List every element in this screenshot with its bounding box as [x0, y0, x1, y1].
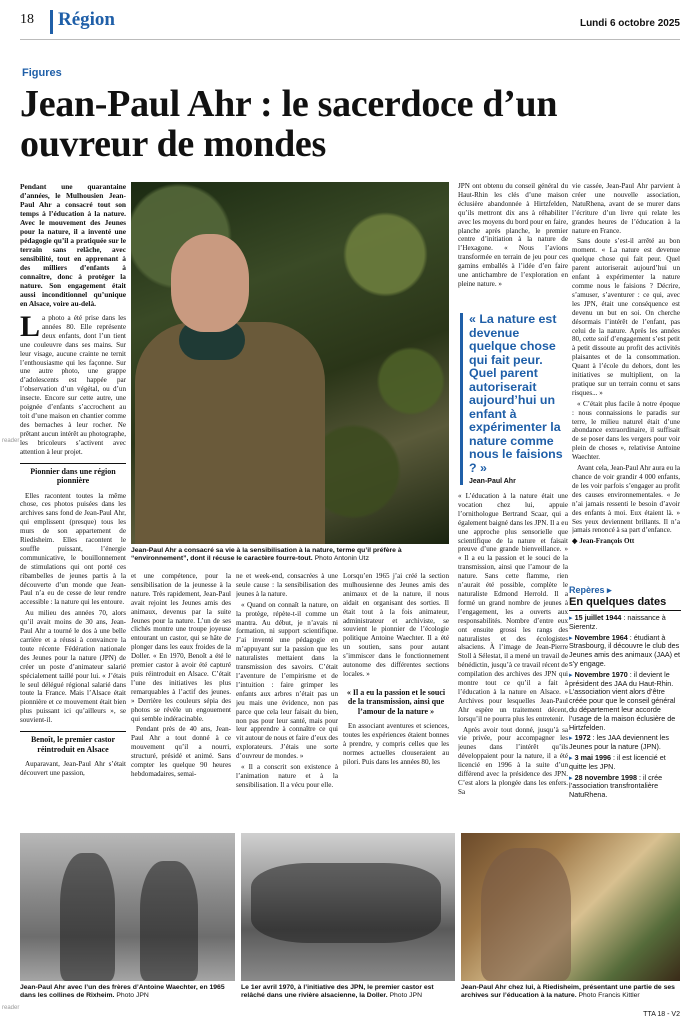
- date-description: : il devient le président des JAA du Haut-Rhin. L’association vient alors d’être créée pour que le conseil général du département leur accorde l’usage de la maison éclusière de Hirtzfelden.: [569, 669, 676, 732]
- date-label: Novembre 1964: [574, 632, 628, 642]
- caption-text: Jean-Paul Ahr a consacré sa vie à la sensibilisation à la nature, terme qu’il préfère à “environnement”, dont il récuse le caractère fourre-tout.: [131, 547, 402, 563]
- caption-photo-3: [461, 984, 680, 1002]
- paragraph: « Il a conscrit son existence à l’animation nature et à la sensibilisation. Il a vécu pour elle.: [236, 763, 338, 789]
- archive-photo-beaver: [241, 833, 455, 981]
- photo-credit: Photo Francis Kittler: [578, 992, 640, 1000]
- photo-archives-at-home: [461, 833, 680, 981]
- archive-photo-1965: [20, 833, 235, 981]
- section-kicker: Figures: [22, 67, 62, 79]
- date-label: 28 novembre 1998: [574, 772, 637, 782]
- paragraph: Sans doute s’est-il arrêté au bon moment. « La nature est devenue quelque chose qui fait peur. Quel parent autoriserait aujourd’hui un enfant à expérimenter la nature comme nous le faisions ? Décrire, s’amuser, s’aventurer : ce qui, avec les JPN, était une conséquence est devenu un but en soi. On cherche désormais l’intérêt de l’enfant, pas celui de la nature. Après les années 80, cette soif d’engagement s’est petit à petit dissoute au profit des activités plaisantes et de la consommation. Quant à l’école du dehors, dont les initiatives se multiplient, on la pratique sur un terrain connu et sans risques... »: [572, 237, 680, 397]
- pull-intertitle: « Il a eu la passion et le souci de la transmission, ainsi que l’amour de la nature »: [346, 687, 446, 716]
- dates-title: En quelques dates: [569, 596, 681, 611]
- date-entry: [569, 671, 681, 733]
- date-description: : naissance à Sierentz.: [569, 613, 666, 631]
- bullet-triangle-icon: ▸: [569, 613, 575, 622]
- paragraph: Au milieu des années 70, alors qu’il avait moins de 30 ans, Jean-Paul Ahr a tourné le dos à une belle carrière et a réussi à convaincre la toute récente Fédération nationale des Jeunes pour la nature (JPN) de créer un poste d’animateur salarié spécialement taillé pour lui. « J’étais le seul délégué régional salarié dans toute la France. Mais l’Alsace était pionnière et ce mouvement était bien plus puissant ici qu’ailleurs », se souvient-il.: [20, 609, 126, 725]
- figure-silhouette: [481, 848, 571, 981]
- key-dates-box: [569, 585, 681, 802]
- caption-photo-1: [20, 984, 235, 1002]
- paragraph: Auparavant, Jean-Paul Ahr s’était découvert une passion,: [20, 760, 126, 777]
- caption-text: Jean-Paul Ahr avec l’un des frères d’Antoine Waechter, en 1965 dans les collines de Rixheim.: [20, 984, 225, 1000]
- paragraph-text: a photo a été prise dans les années 80. Elle représente deux enfants, dont l’un tient une couleuvre dans ses mains. Sur leur visage, aucune crainte ne ternit l’enthousiasme qui les façonne. Sur une autre photo, une grappe d’adolescents est happée par l’observation d’un végétal, ou d’un insecte. Encore sur cette autre, une poignée d’enfants s’accrochent au toit d’une maison en chantier comme des bernaches à leur rocher. Ne prêtant aucun intérêt au photographe, les bricoleurs s’activent avec attention à leur projet.: [20, 314, 126, 456]
- column-3: [236, 572, 338, 822]
- pull-quote: [460, 313, 566, 485]
- photo-credit: Photo Antonin Utz: [314, 555, 369, 563]
- date-label: Novembre 1970: [574, 669, 628, 679]
- headline: Jean-Paul Ahr : le sacerdoce d’un ouvreur de mondes: [20, 83, 558, 165]
- page-header: [20, 8, 680, 40]
- dates-kicker: Repères ▸: [569, 585, 612, 595]
- chapo: Pendant une quarantaine d’années, le Mulhousien Jean-Paul Ahr a consacré tout son temps à l’éducation à la nature. Avec le mouvement des Jeunes pour la nature, il a inventé une pédagogie qu’il a pratiquée sur le terrain sans relâche, avec sensibilité, tout en apprenant à des milliers d’enfants à connaître, donc à protéger la nature. Son engagement était aussi inconditionnel qu’unique en Alsace, voire au-delà.: [20, 182, 126, 308]
- photo-credit: Photo JPN: [116, 992, 149, 1000]
- date-entry: [569, 734, 681, 752]
- rubric-bar: [50, 10, 53, 34]
- caption-photo-2: [241, 984, 455, 1002]
- paragraph: Lorsqu’en 1965 j’ai créé la section mulhousienne des Jeunes amis des animaux et de la nature, il nous aidait en organisant des sorties. Il était tout à la fois animateur, administrateur et archiviste, se souvient le pionnier de l’écologie politique Antoine Waechter. Il a été un soutien, sans pour autant s’immiscer dans le fonctionnement autonome des différentes sections locales. »: [343, 572, 449, 678]
- main-photo: [131, 182, 449, 544]
- crowd-silhouette: [251, 863, 441, 943]
- column-1: [20, 182, 126, 822]
- quote-text: « La nature est devenue quelque chose qui fait peur. Quel parent autoriserait aujourd’hui un enfant à expérimenter la nature comme nous le faisions ? »: [469, 312, 563, 475]
- page-number: 18: [20, 12, 34, 27]
- bullet-triangle-icon: ▸: [569, 669, 575, 679]
- lead-paragraph: [20, 310, 126, 457]
- rubric-title: Région: [58, 9, 115, 30]
- signature: ◆ Jean-François Ott: [572, 537, 635, 546]
- column-4: [343, 572, 449, 822]
- paragraph: « L’éducation à la nature était une vocation chez lui, appuie l’ornithologue Bertrand Scaar, qui a également baigné dans les JPN. Il a eu une approche plus sensorielle que scientifique de la nature et faisait preuve d’une grande bienveillance. » « Il a eu la passion et le souci de la transmission, ainsi que l’amour de la nature. Sans cette flamme, rien n’aurait été possible, complète le naturaliste Edmond Herrold. Il a formé un grand nombre de jeunes à l’engagement, les a ouverts aux responsabilités. Nombre d’entre eux ont ensuite grossi les rangs des naturalistes et des écologistes alsaciens. À l’image de Jean-Pierre Stoll à Sélestat, il a mené un travail de bénédictin, jusqu’à ce travail récent de compilation des archives des JPN qui montre tout ce qu’il a fait à l’éducation à la nature en Alsace. » Archives pour lesquelles Jean-Paul Ahr espère un traitement décent, lorsqu’il ne pourra plus les entretenir.: [458, 492, 568, 723]
- paragraph: ne et week-end, consacrées à une seule cause : la sensibilisation des jeunes à la nature.: [236, 572, 338, 598]
- paragraph: vie cassée, Jean-Paul Ahr parvient à créer une nouvelle association, NatuRhena, avant de se murer dans l’écriture d’un livre qui relate les grandes heures de l’éducation à la nature en France.: [572, 182, 680, 235]
- intertitle: Pionnier dans une région pionnière: [20, 463, 126, 486]
- paragraph: « Quand on connaît la nature, on la protège, répète-t-il comme un mantra. Au début, je n’avais ni formation, ni support scientifique. J’ai inventé une pédagogie en m’appuyant sur la passion que les naturalistes mettaient dans la transmission des savoirs. C’était l’aventure de l’empirisme et de l’intuition : faire grimper les enfants aux arbres n’était pas un jeu mais une évidence, non pas parce que cela leur faisait du bien, non pas pour leur santé, mais pour leur apprendre à connaître ce qui vit autour de nous et faire d’eux des explorateurs. J’étais une sorte d’ouvreur de mondes. »: [236, 600, 338, 761]
- date-label: 3 mai 1996: [574, 752, 611, 762]
- portrait-face: [171, 234, 249, 332]
- reader-mark: reader: [2, 1005, 20, 1011]
- figure-silhouette: [140, 861, 198, 981]
- main-photo-caption: [131, 547, 449, 565]
- issue-date: Lundi 6 octobre 2025: [579, 18, 680, 29]
- paragraph: Après avoir tout donné, jusqu’à sa vie privée, pour accompagner les jeunes dans l’intérêt qu’ils développaient pour la nature, il a été licencié en 1996 à la suite d’un différend avec la présidence des JPN. C’est alors la plongée dans les enfers. Sa: [458, 725, 568, 796]
- column-2: [131, 572, 231, 822]
- intertitle: Benoît, le premier castor réintroduit en Alsace: [20, 731, 126, 754]
- date-entry: [569, 614, 681, 632]
- bullet-triangle-icon: ▸: [569, 632, 575, 642]
- paragraph: JPN ont obtenu du conseil général du Haut-Rhin les clés d’une maison éclusière abandonnée à Hirtzfelden, qu’ils mettront dix ans à réhabiliter avec les moyens du bord pour en faire, planche après planche, le premier centre d’initiation à la nature de l’Hexagone. « Nous l’avions transformée en terrain de jeu pour ces gamins emballés à l’idée d’en faire une antichambre de l’exploration en pleine nature. »: [458, 182, 568, 288]
- date-description: : les JAA deviennent les Jeunes pour la nature (JPN).: [569, 733, 669, 752]
- column-6: [572, 182, 680, 580]
- bullet-triangle-icon: ▸: [569, 752, 575, 762]
- paragraph: Elles racontent toutes la même chose, ces photos puisées dans les archives sans fond de Jean-Paul Ahr, qui emplissent (presque) tous les murs de son appartement de Riedisheim. Elles racontent le souffle puissant, l’énergie communicative, le bouillonnement de stimulations qui ont porté ces ribambelles de jeunes partis à la découverte d’un monde que Jean-Paul n’a eu de cesse de leur rendre accessible : la nature qui les entoure.: [20, 491, 126, 607]
- dates-list: [569, 614, 681, 800]
- drop-cap: L: [20, 310, 41, 343]
- paragraph: Pendant près de 40 ans, Jean-Paul Ahr a tout donné à ce mouvement qu’il a nourri, structuré, présidé et animé. Sans compter les quelque 90 heures hebdomadaires, semai-: [131, 725, 231, 778]
- paragraph: En associant aventures et sciences, toutes les expériences étaient bonnes à prendre, y compris celles que les normes actuelles clouseraient au pilori. Puis dans les années 80, les: [343, 722, 449, 766]
- bullet-triangle-icon: ▸: [569, 733, 575, 743]
- caption-text: Jean-Paul Ahr chez lui, à Riedisheim, présentant une partie de ses archives sur l’éducation à la nature.: [461, 984, 675, 1000]
- date-description: : il crée l’association transfrontalière NatuRhena.: [569, 772, 663, 800]
- column-5-continued: [458, 492, 568, 822]
- date-entry: [569, 774, 681, 800]
- date-label: 1972: [574, 733, 591, 743]
- column-5: [458, 182, 568, 312]
- date-description: : étudiant à Strasbourg, il découvre le club des Jeunes amis des animaux (JAA) et s’y engage.: [569, 632, 681, 668]
- date-entry: [569, 634, 681, 669]
- paragraph: « C’était plus facile à notre époque : nous connaissions le paradis sur terre, le milieu naturel était d’une abondance extraordinaire, il suffisait de se poser dans les vergers pour voir plein de choses », relativise Antoine Waechter.: [572, 399, 680, 462]
- paragraph: et une compétence, pour la sensibilisation de la jeunesse à la nature. Très rapidement, Jean-Paul avait rejoint les Jeunes amis des animaux, devenus par la suite Jeunes pour la nature. L’un de ses clichés montre une troupe joyeuse entourant un castor, qui se hâte de plonger dans les eaux froides de la Doller. « En 1970, Benoît a été le premier castor à avoir été capturé puis réintroduit en Alsace. C’était l’une des initiatives les plus remarquables à l’actif des jeunes. » Derrière les couleurs sépia des photos se révèle un engouement qui semble indéracinable.: [131, 572, 231, 723]
- date-label: 15 juillet 1944: [574, 613, 622, 622]
- photo-credit: Photo JPN: [389, 992, 422, 1000]
- caption-text: Le 1er avril 1970, à l’initiative des JPN, le premier castor est relâché dans une rivière alsacienne, la Doller.: [241, 984, 434, 1000]
- figure-silhouette: [60, 853, 115, 981]
- quote-author: Jean-Paul Ahr: [469, 478, 516, 485]
- paragraph: Avant cela, Jean-Paul Ahr aura eu la chance de voir grandir 4 000 enfants, de les voir parfois s’engager au profit des causes environnementales. « Je n’ai jamais ressenti le besoin d’avoir des enfants à moi. Eux étaient là. » Ses yeux deviennent brillants. Il n’a jamais renoncé à sa part d’enfance.: [572, 464, 680, 535]
- reader-mark: reader: [2, 438, 20, 444]
- date-entry: [569, 754, 681, 772]
- date-description: : il est licencié et quitte les JPN.: [569, 752, 666, 771]
- bullet-triangle-icon: ▸: [569, 772, 575, 782]
- author-name: Jean-François Ott: [579, 537, 635, 546]
- page-footer-code: TTA 18 - V2: [643, 1011, 680, 1018]
